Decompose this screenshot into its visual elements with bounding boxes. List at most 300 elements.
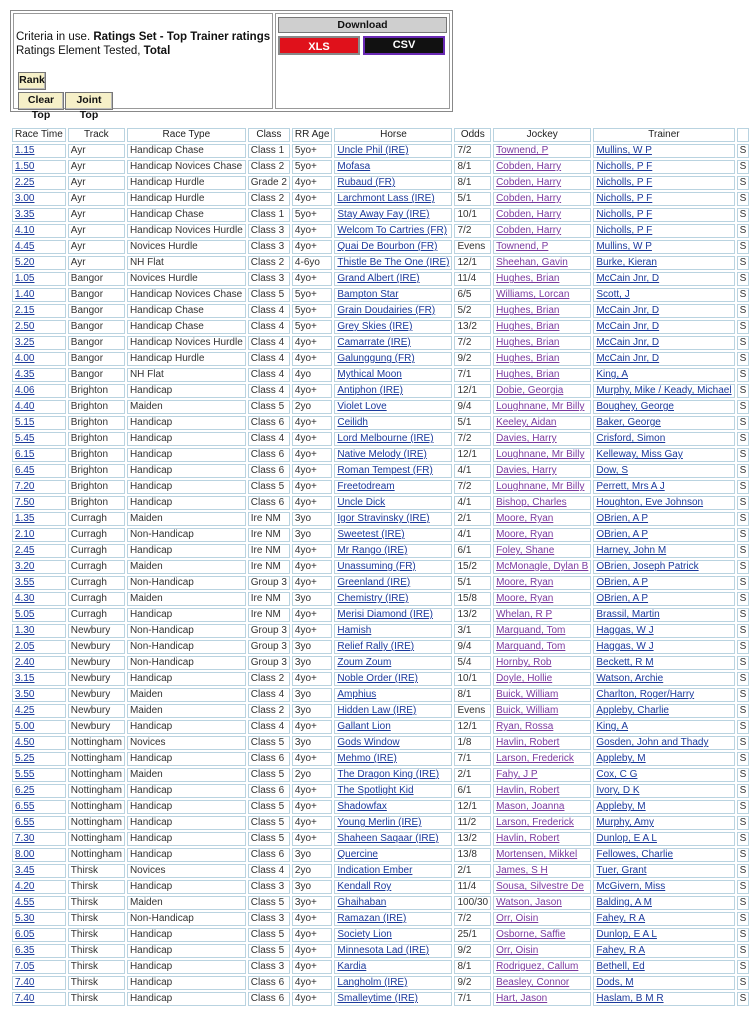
jockey-link[interactable]: Davies, Harry (496, 433, 557, 444)
horse-link[interactable]: Camarrate (IRE) (337, 337, 411, 348)
race-type-cell: Handicap Hurdle (127, 192, 246, 206)
track-cell: Brighton (68, 416, 125, 430)
horse-link[interactable]: Langholm (IRE) (337, 977, 408, 988)
race-time-link[interactable]: 2.50 (15, 321, 35, 332)
horse-link[interactable]: Grain Doudairies (FR) (337, 305, 436, 316)
extra-cell: S (737, 592, 750, 606)
track-cell: Bangor (68, 352, 125, 366)
trainer-link[interactable]: Gosden, John and Thady (596, 737, 709, 748)
trainer-link[interactable]: Ivory, D K (596, 785, 640, 796)
trainer-link[interactable]: Haggas, W J (596, 641, 654, 652)
horse-link[interactable]: Quercine (337, 849, 378, 860)
track-cell: Nottingham (68, 736, 125, 750)
csv-download-button[interactable]: CSV (363, 36, 445, 55)
race-time-link[interactable]: 1.30 (15, 625, 35, 636)
jockey-link[interactable]: Orr, Oisin (496, 913, 539, 924)
horse-cell (334, 256, 452, 270)
horse-cell (334, 528, 452, 542)
race-time-link[interactable]: 3.55 (15, 577, 35, 588)
trainer-link[interactable]: Nicholls, P F (596, 177, 653, 188)
trainer-link[interactable]: OBrien, Joseph Patrick (596, 561, 699, 572)
horse-link[interactable]: Freetodream (337, 481, 395, 492)
horse-cell (334, 832, 452, 846)
jockey-link[interactable]: Moore, Ryan (496, 577, 554, 588)
race-time-link[interactable]: 4.06 (15, 385, 35, 396)
trainer-link[interactable]: OBrien, A P (596, 593, 649, 604)
trainer-link[interactable]: OBrien, A P (596, 513, 649, 524)
race-time-link[interactable]: 6.35 (15, 945, 35, 956)
race-time-cell (12, 944, 66, 958)
jockey-link[interactable]: Larson, Frederick (496, 753, 574, 764)
race-time-cell (12, 176, 66, 190)
trainer-link[interactable]: McCain Jnr, D (596, 273, 660, 284)
horse-link[interactable]: Stay Away Fay (IRE) (337, 209, 430, 220)
race-time-link[interactable]: 6.55 (15, 817, 35, 828)
jockey-link[interactable]: Ryan, Rossa (496, 721, 554, 732)
horse-cell (334, 400, 452, 414)
horse-link[interactable]: Society Lion (337, 929, 392, 940)
horse-link[interactable]: Relief Rally (IRE) (337, 641, 415, 652)
results-table (10, 126, 751, 1008)
horse-link[interactable]: Hamish (337, 625, 372, 636)
rr-age-cell: 3yo (292, 688, 332, 702)
horse-link[interactable]: Shadowfax (337, 801, 387, 812)
xls-download-button[interactable]: XLS (278, 36, 360, 55)
race-time-link[interactable]: 1.50 (15, 161, 35, 172)
jockey-link[interactable]: Hughes, Brian (496, 273, 560, 284)
race-type-cell: Non-Handicap (127, 576, 246, 590)
race-type-cell: Handicap Novices Chase (127, 288, 246, 302)
rr-age-cell: 4yo+ (292, 800, 332, 814)
jockey-cell (493, 992, 591, 1006)
jockey-link[interactable]: Orr, Oisin (496, 945, 539, 956)
class-cell: Class 6 (248, 784, 290, 798)
horse-link[interactable]: Grand Albert (IRE) (337, 273, 420, 284)
jockey-link[interactable]: Keeley, Aidan (496, 417, 557, 428)
rr-age-cell: 4yo+ (292, 944, 332, 958)
rr-age-cell: 4-6yo (292, 256, 332, 270)
race-type-cell: Handicap (127, 832, 246, 846)
trainer-cell (593, 800, 734, 814)
horse-link[interactable]: Lord Melbourne (IRE) (337, 433, 434, 444)
race-time-link[interactable]: 3.45 (15, 865, 35, 876)
horse-link[interactable]: Indication Ember (337, 865, 413, 876)
class-cell: Class 4 (248, 688, 290, 702)
race-time-link[interactable]: 4.20 (15, 881, 35, 892)
horse-link[interactable]: Unassuming (FR) (337, 561, 416, 572)
race-time-cell (12, 336, 66, 350)
horse-link[interactable]: Uncle Phil (IRE) (337, 145, 409, 156)
track-cell: Curragh (68, 512, 125, 526)
race-type-cell: Handicap (127, 784, 246, 798)
horse-link[interactable]: Mofasa (337, 161, 371, 172)
race-time-link[interactable]: 4.00 (15, 353, 35, 364)
jockey-link[interactable]: Osborne, Saffie (496, 929, 566, 940)
track-cell: Bangor (68, 320, 125, 334)
odds-cell: 5/1 (454, 416, 491, 430)
jockey-link[interactable]: Loughnane, Mr Billy (496, 401, 585, 412)
class-cell: Ire NM (248, 512, 290, 526)
jockey-link[interactable]: Mason, Joanna (496, 801, 565, 812)
race-time-link[interactable]: 4.30 (15, 593, 35, 604)
race-time-link[interactable]: 1.05 (15, 273, 35, 284)
trainer-link[interactable]: Watson, Archie (596, 673, 664, 684)
odds-cell: 2/1 (454, 864, 491, 878)
odds-cell: 9/2 (454, 944, 491, 958)
jockey-link[interactable]: Cobden, Harry (496, 209, 562, 220)
jockey-link[interactable]: Havlin, Robert (496, 737, 560, 748)
class-cell: Grade 2 (248, 176, 290, 190)
race-time-link[interactable]: 2.45 (15, 545, 35, 556)
jockey-link[interactable]: Moore, Ryan (496, 513, 554, 524)
jockey-link[interactable]: Larson, Frederick (496, 817, 574, 828)
horse-link[interactable]: Minnesota Lad (IRE) (337, 945, 430, 956)
horse-link[interactable]: Gallant Lion (337, 721, 391, 732)
jockey-cell (493, 800, 591, 814)
jockey-link[interactable]: Buick, William (496, 689, 559, 700)
table-row (12, 560, 749, 574)
horse-link[interactable]: Mr Rango (IRE) (337, 545, 408, 556)
horse-link[interactable]: Ramazan (IRE) (337, 913, 407, 924)
race-time-link[interactable]: 5.00 (15, 721, 35, 732)
trainer-link[interactable]: Baker, George (596, 417, 661, 428)
download-box (275, 13, 450, 109)
horse-link[interactable]: Roman Tempest (FR) (337, 465, 433, 476)
race-time-cell (12, 784, 66, 798)
horse-cell (334, 320, 452, 334)
track-cell: Bangor (68, 336, 125, 350)
trainer-link[interactable]: Nicholls, P F (596, 209, 653, 220)
horse-link[interactable]: Rubaud (FR) (337, 177, 396, 188)
trainer-link[interactable]: Brassil, Martin (596, 609, 660, 620)
horse-link[interactable]: Galunggung (FR) (337, 353, 415, 364)
race-time-cell (12, 816, 66, 830)
horse-link[interactable]: Noble Order (IRE) (337, 673, 418, 684)
jockey-link[interactable]: Hornby, Rob (496, 657, 552, 668)
jockey-link[interactable]: Rodriguez, Callum (496, 961, 579, 972)
race-time-link[interactable]: 3.15 (15, 673, 35, 684)
jockey-link[interactable]: Buick, William (496, 705, 559, 716)
horse-link[interactable]: The Spotlight Kid (337, 785, 414, 796)
race-time-link[interactable]: 8.00 (15, 849, 35, 860)
race-time-link[interactable]: 5.05 (15, 609, 35, 620)
race-time-link[interactable]: 3.25 (15, 337, 35, 348)
horse-link[interactable]: Gods Window (337, 737, 400, 748)
horse-link[interactable]: Hidden Law (IRE) (337, 705, 417, 716)
trainer-link[interactable]: McCain Jnr, D (596, 353, 660, 364)
rank-button[interactable]: Rank (18, 72, 46, 90)
jockey-link[interactable]: Marquand, Tom (496, 641, 566, 652)
trainer-link[interactable]: McCain Jnr, D (596, 321, 660, 332)
trainer-link[interactable]: Tuer, Grant (596, 865, 647, 876)
rr-age-cell: 3yo (292, 528, 332, 542)
jockey-cell (493, 416, 591, 430)
horse-link[interactable]: Young Merlin (IRE) (337, 817, 422, 828)
race-time-link[interactable]: 7.50 (15, 497, 35, 508)
jockey-link[interactable]: Hughes, Brian (496, 305, 560, 316)
class-cell: Class 2 (248, 672, 290, 686)
track-cell: Curragh (68, 544, 125, 558)
trainer-link[interactable]: Perrett, Mrs A J (596, 481, 665, 492)
odds-cell: 7/1 (454, 752, 491, 766)
jockey-link[interactable]: Whelan, R P (496, 609, 553, 620)
trainer-link[interactable]: Murphy, Mike / Keady, Michael (596, 385, 732, 396)
jockey-cell (493, 528, 591, 542)
trainer-link[interactable]: Appleby, M (596, 801, 646, 812)
trainer-link[interactable]: Mullins, W P (596, 241, 652, 252)
odds-cell: 6/5 (454, 288, 491, 302)
jockey-cell (493, 464, 591, 478)
race-time-link[interactable]: 7.30 (15, 833, 35, 844)
jockey-link[interactable]: Townend, P (496, 145, 549, 156)
jockey-link[interactable]: Sheehan, Gavin (496, 257, 568, 268)
trainer-link[interactable]: Cox, C G (596, 769, 638, 780)
horse-link[interactable]: Kendall Roy (337, 881, 392, 892)
trainer-link[interactable]: Haslam, B M R (596, 993, 664, 1004)
trainer-link[interactable]: OBrien, A P (596, 529, 649, 540)
trainer-link[interactable]: Kelleway, Miss Gay (596, 449, 683, 460)
race-type-cell: Handicap (127, 384, 246, 398)
race-time-link[interactable]: 4.25 (15, 705, 35, 716)
trainer-link[interactable]: Burke, Kieran (596, 257, 657, 268)
horse-link[interactable]: The Dragon King (IRE) (337, 769, 440, 780)
horse-link[interactable]: Mehmo (IRE) (337, 753, 397, 764)
race-time-link[interactable]: 4.50 (15, 737, 35, 748)
race-time-link[interactable]: 1.15 (15, 145, 35, 156)
trainer-link[interactable]: Dods, M (596, 977, 634, 988)
jockey-link[interactable]: Townend, P (496, 241, 549, 252)
horse-link[interactable]: Ghaihaban (337, 897, 387, 908)
trainer-link[interactable]: Scott, J (596, 289, 630, 300)
trainer-link[interactable]: Balding, A M (596, 897, 652, 908)
trainer-link[interactable]: Fahey, R A (596, 945, 646, 956)
race-time-link[interactable]: 7.20 (15, 481, 35, 492)
extra-cell: S (737, 512, 750, 526)
trainer-link[interactable]: Bethell, Ed (596, 961, 645, 972)
jockey-link[interactable]: Fahy, J P (496, 769, 538, 780)
trainer-link[interactable]: Nicholls, P F (596, 225, 653, 236)
jockey-link[interactable]: Doyle, Hollie (496, 673, 553, 684)
track-cell: Brighton (68, 496, 125, 510)
trainer-cell (593, 224, 734, 238)
extra-cell: S (737, 880, 750, 894)
trainer-link[interactable]: Appleby, Charlie (596, 705, 669, 716)
horse-link[interactable]: Sweetest (IRE) (337, 529, 405, 540)
table-row (12, 480, 749, 494)
jockey-link[interactable]: James, S H (496, 865, 548, 876)
horse-link[interactable]: Kardia (337, 961, 367, 972)
horse-link[interactable]: Smalleytime (IRE) (337, 993, 418, 1004)
trainer-link[interactable]: Boughey, George (596, 401, 674, 412)
track-cell: Newbury (68, 640, 125, 654)
horse-link[interactable]: Welcom To Cartries (FR) (337, 225, 448, 236)
race-time-link[interactable]: 4.45 (15, 241, 35, 252)
jockey-link[interactable]: Marquand, Tom (496, 625, 566, 636)
trainer-link[interactable]: Crisford, Simon (596, 433, 666, 444)
trainer-link[interactable]: Fellowes, Charlie (596, 849, 674, 860)
race-time-link[interactable]: 5.55 (15, 769, 35, 780)
race-time-link[interactable]: 2.10 (15, 529, 35, 540)
trainer-link[interactable]: Haggas, W J (596, 625, 654, 636)
horse-cell (334, 640, 452, 654)
race-time-link[interactable]: 2.05 (15, 641, 35, 652)
race-time-link[interactable]: 4.40 (15, 401, 35, 412)
race-type-cell: Maiden (127, 592, 246, 606)
race-time-link[interactable]: 3.20 (15, 561, 35, 572)
jockey-cell (493, 672, 591, 686)
horse-link[interactable]: Uncle Dick (337, 497, 386, 508)
jockey-link[interactable]: Hughes, Brian (496, 353, 560, 364)
jockey-link[interactable]: Havlin, Robert (496, 833, 560, 844)
jockey-link[interactable]: Loughnane, Mr Billy (496, 449, 585, 460)
clear-top-button[interactable]: Clear Top (18, 92, 64, 110)
race-type-cell: Handicap Chase (127, 304, 246, 318)
track-cell: Nottingham (68, 832, 125, 846)
odds-cell: 8/1 (454, 688, 491, 702)
horse-cell (334, 160, 452, 174)
trainer-cell (593, 400, 734, 414)
trainer-link[interactable]: Appleby, M (596, 753, 646, 764)
race-time-link[interactable]: 7.40 (15, 977, 35, 988)
horse-link[interactable]: Bampton Star (337, 289, 399, 300)
joint-top-button[interactable]: Joint Top (65, 92, 113, 110)
odds-cell: 6/1 (454, 784, 491, 798)
race-time-link[interactable]: 2.15 (15, 305, 35, 316)
trainer-link[interactable]: Charlton, Roger/Harry (596, 689, 695, 700)
jockey-link[interactable]: Foley, Shane (496, 545, 555, 556)
race-type-cell: Novices (127, 736, 246, 750)
trainer-link[interactable]: Harney, John M (596, 545, 667, 556)
extra-cell: S (737, 848, 750, 862)
jockey-link[interactable]: Bishop, Charles (496, 497, 567, 508)
jockey-link[interactable]: Cobden, Harry (496, 177, 562, 188)
race-time-link[interactable]: 2.40 (15, 657, 35, 668)
horse-link[interactable]: Igor Stravinsky (IRE) (337, 513, 430, 524)
race-time-link[interactable]: 3.50 (15, 689, 35, 700)
jockey-link[interactable]: Moore, Ryan (496, 593, 554, 604)
table-row (12, 704, 749, 718)
race-time-link[interactable]: 3.00 (15, 193, 35, 204)
jockey-link[interactable]: Moore, Ryan (496, 529, 554, 540)
race-time-link[interactable]: 5.20 (15, 257, 35, 268)
jockey-link[interactable]: Hart, Jason (496, 993, 548, 1004)
race-time-cell (12, 192, 66, 206)
jockey-link[interactable]: Cobden, Harry (496, 193, 562, 204)
trainer-link[interactable]: McCain Jnr, D (596, 305, 660, 316)
jockey-link[interactable]: Havlin, Robert (496, 785, 560, 796)
jockey-link[interactable]: Hughes, Brian (496, 321, 560, 332)
trainer-link[interactable]: King, A (596, 369, 629, 380)
horse-link[interactable]: Larchmont Lass (IRE) (337, 193, 435, 204)
jockey-cell (493, 848, 591, 862)
jockey-link[interactable]: Hughes, Brian (496, 337, 560, 348)
race-time-link[interactable]: 7.40 (15, 993, 35, 1004)
table-body (12, 144, 749, 1006)
race-time-link[interactable]: 6.15 (15, 449, 35, 460)
jockey-link[interactable]: Loughnane, Mr Billy (496, 481, 585, 492)
race-type-cell: Non-Handicap (127, 528, 246, 542)
race-time-link[interactable]: 6.25 (15, 785, 35, 796)
jockey-link[interactable]: Dobie, Georgia (496, 385, 564, 396)
trainer-link[interactable]: OBrien, A P (596, 577, 649, 588)
horse-link[interactable]: Greenland (IRE) (337, 577, 411, 588)
horse-link[interactable]: Grey Skies (IRE) (337, 321, 413, 332)
jockey-link[interactable]: Cobden, Harry (496, 161, 562, 172)
race-time-link[interactable]: 2.25 (15, 177, 35, 188)
horse-link[interactable]: Zoum Zoum (337, 657, 392, 668)
trainer-link[interactable]: McGivern, Miss (596, 881, 666, 892)
race-time-link[interactable]: 4.10 (15, 225, 35, 236)
race-time-link[interactable]: 6.05 (15, 929, 35, 940)
trainer-link[interactable]: Mullins, W P (596, 145, 652, 156)
race-time-link[interactable]: 1.35 (15, 513, 35, 524)
table-row (12, 752, 749, 766)
race-time-link[interactable]: 5.15 (15, 417, 35, 428)
race-time-link[interactable]: 5.25 (15, 753, 35, 764)
horse-link[interactable]: Violet Love (337, 401, 387, 412)
race-time-link[interactable]: 5.30 (15, 913, 35, 924)
horse-link[interactable]: Shaheen Saqaar (IRE) (337, 833, 439, 844)
trainer-link[interactable]: Dunlop, E A L (596, 929, 657, 940)
trainer-link[interactable]: Dunlop, E A L (596, 833, 657, 844)
jockey-cell (493, 784, 591, 798)
trainer-link[interactable]: Beckett, R M (596, 657, 654, 668)
horse-link[interactable]: Mythical Moon (337, 369, 402, 380)
race-time-link[interactable]: 5.45 (15, 433, 35, 444)
jockey-link[interactable]: Watson, Jason (496, 897, 562, 908)
horse-link[interactable]: Ceilidh (337, 417, 368, 428)
race-time-link[interactable]: 4.35 (15, 369, 35, 380)
trainer-link[interactable]: Dow, S (596, 465, 629, 476)
race-time-cell (12, 432, 66, 446)
jockey-link[interactable]: Mortensen, Mikkel (496, 849, 578, 860)
race-time-link[interactable]: 1.40 (15, 289, 35, 300)
jockey-link[interactable]: Hughes, Brian (496, 369, 560, 380)
race-time-link[interactable]: 6.45 (15, 465, 35, 476)
jockey-link[interactable]: Sousa, Silvestre De (496, 881, 584, 892)
race-time-cell (12, 640, 66, 654)
trainer-link[interactable]: King, A (596, 721, 629, 732)
trainer-link[interactable]: McCain Jnr, D (596, 337, 660, 348)
race-time-link[interactable]: 3.35 (15, 209, 35, 220)
jockey-link[interactable]: Davies, Harry (496, 465, 557, 476)
rr-age-cell: 4yo+ (292, 672, 332, 686)
horse-link[interactable]: Thistle Be The One (IRE) (337, 257, 450, 268)
jockey-cell (493, 880, 591, 894)
trainer-link[interactable]: Nicholls, P F (596, 193, 653, 204)
class-cell: Class 6 (248, 976, 290, 990)
jockey-link[interactable]: Beasley, Connor (496, 977, 570, 988)
horse-link[interactable]: Chemistry (IRE) (337, 593, 409, 604)
jockey-link[interactable]: Cobden, Harry (496, 225, 562, 236)
horse-link[interactable]: Native Melody (IRE) (337, 449, 427, 460)
trainer-link[interactable]: Murphy, Amy (596, 817, 654, 828)
race-time-link[interactable]: 7.05 (15, 961, 35, 972)
race-time-link[interactable]: 6.55 (15, 801, 35, 812)
jockey-link[interactable]: McMonagle, Dylan B (496, 561, 589, 572)
horse-link[interactable]: Merisi Diamond (IRE) (337, 609, 433, 620)
race-time-link[interactable]: 4.55 (15, 897, 35, 908)
extra-cell: S (737, 800, 750, 814)
horse-link[interactable]: Antiphon (IRE) (337, 385, 403, 396)
horse-link[interactable]: Quai De Bourbon (FR) (337, 241, 438, 252)
trainer-link[interactable]: Houghton, Eve Johnson (596, 497, 704, 508)
trainer-link[interactable]: Nicholls, P F (596, 161, 653, 172)
rr-age-cell: 3yo (292, 736, 332, 750)
jockey-link[interactable]: Williams, Lorcan (496, 289, 570, 300)
horse-link[interactable]: Amphius (337, 689, 377, 700)
trainer-link[interactable]: Fahey, R A (596, 913, 646, 924)
